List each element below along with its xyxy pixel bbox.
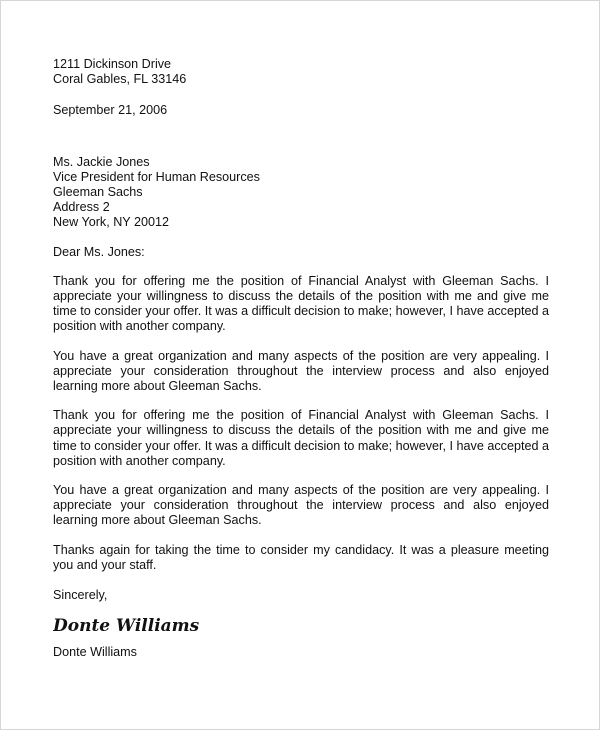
body-paragraph-3: Thank you for offering me the position of Financial Analyst with Gleeman Sachs. I appreciate your willingness to discuss the details of the position with me and give me time to consider your offer. It was a difficult decision to make; however, I have accepted a position with another company. [53, 408, 549, 468]
recipient-city-line: New York, NY 20012 [53, 215, 169, 230]
recipient-address: Address 2 [53, 200, 110, 215]
body-paragraph-5: Thanks again for taking the time to consider my candidacy. It was a pleasure meeting you and your staff. [53, 542, 549, 572]
recipient-name: Ms. Jackie Jones [53, 154, 150, 169]
letter-body [53, 57, 549, 660]
sender-street: 1211 Dickinson Drive [53, 57, 172, 71]
body-paragraph-1: Thank you for offering me the position of Financial Analyst with Gleeman Sachs. I appreciate your willingness to discuss the details of the position with me and give me time to consider your offer. It was a difficult decision to make; however, I have accepted a position with another company. [53, 273, 549, 334]
body-paragraph-4: You have a great organization and many aspects of the position are very appealing. I appreciate your consideration throughout the interview process and also enjoyed learning more about Gleeman Sachs. [53, 483, 549, 528]
sender-city-line: Coral Gables, FL 33146 [53, 72, 187, 87]
salutation: Dear Ms. Jones: [53, 244, 145, 259]
closing: Sincerely, [53, 588, 108, 603]
recipient-company: Gleeman Sachs [53, 185, 143, 200]
signature-script-text: Donte Williams [53, 616, 200, 637]
body-paragraph-2: You have a great organization and many aspects of the position are very appealing. I appreciate your consideration throughout the interview process and also enjoyed learning more about Gleeman Sachs. [53, 348, 549, 394]
handwritten-signature [53, 603, 549, 645]
letter-date: September 21, 2006 [53, 103, 168, 118]
recipient-title: Vice President for Human Resources [53, 169, 260, 184]
signer-name: Donte Williams [53, 645, 137, 660]
signature-graphic [53, 609, 273, 643]
